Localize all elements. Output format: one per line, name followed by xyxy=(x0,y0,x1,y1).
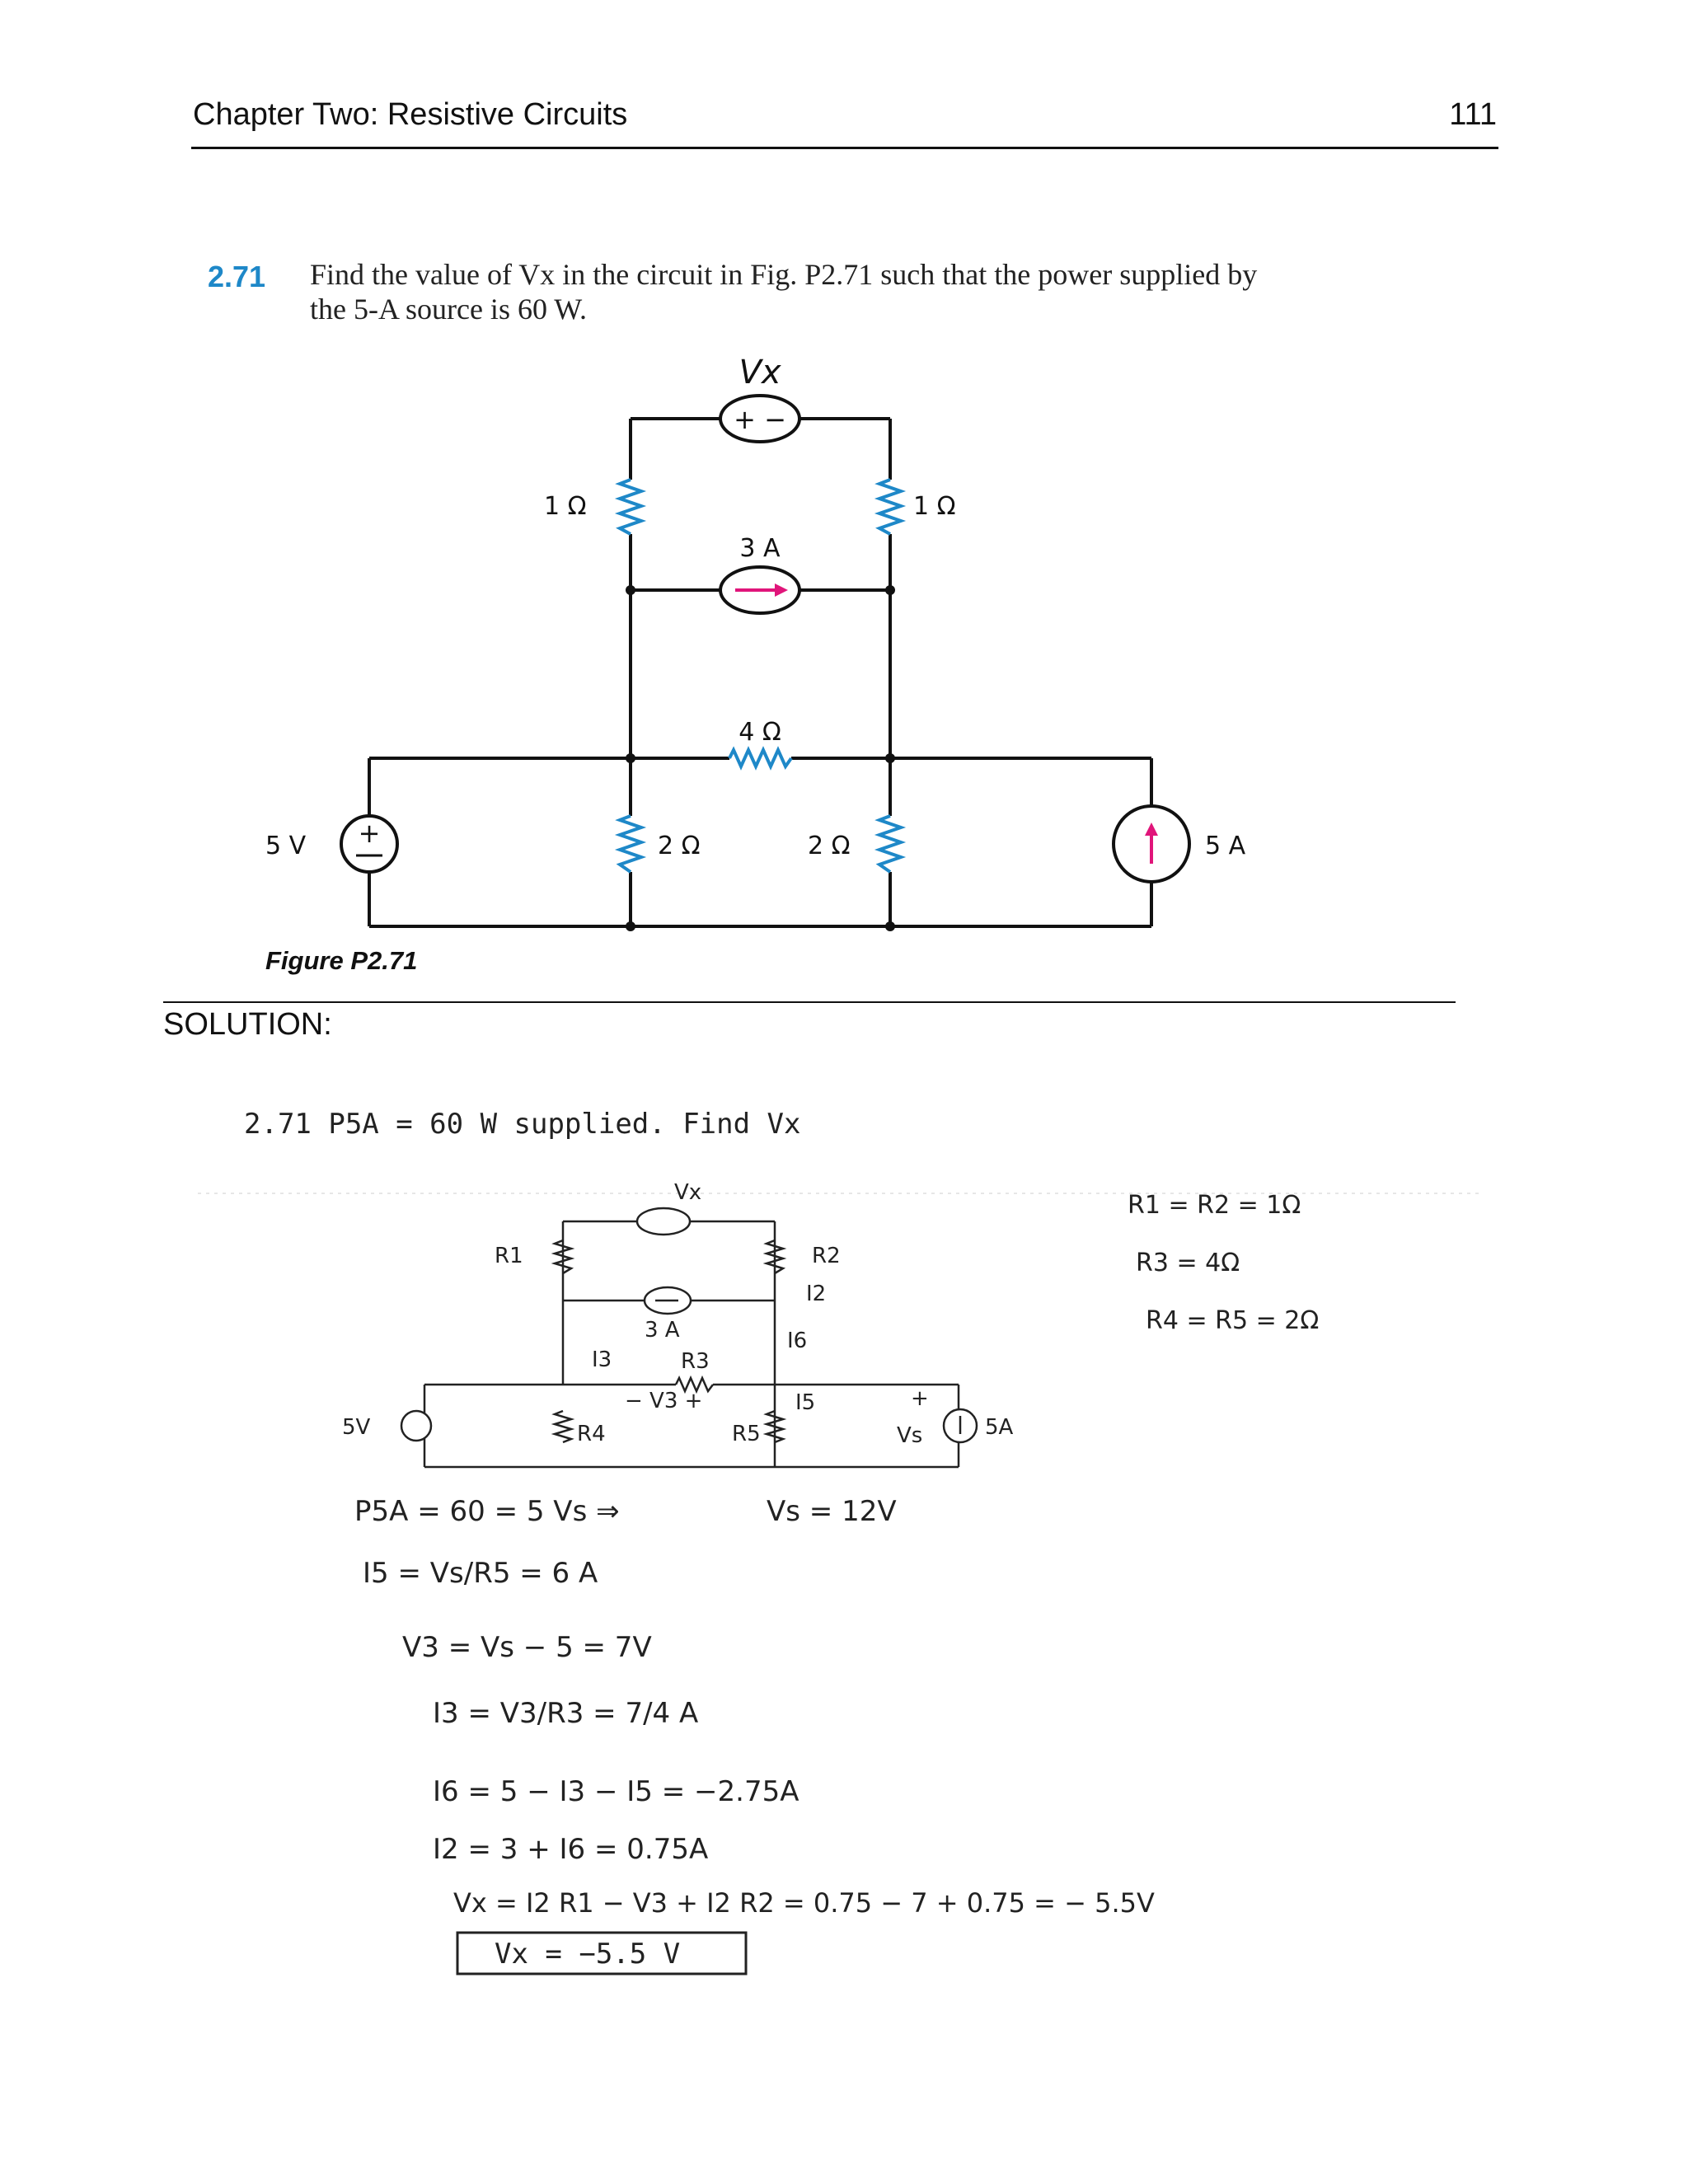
resistor-4ohm xyxy=(729,750,791,766)
r-bot-right-label: 2 Ω xyxy=(808,832,851,860)
i-source-label: 5 A xyxy=(1205,832,1246,860)
sketch-vx: Vx xyxy=(674,1180,702,1205)
sketch-r5: R5 xyxy=(732,1422,761,1446)
side-note-3: R4 = R5 = 2Ω xyxy=(1146,1306,1320,1335)
sketch-voltage-source-icon xyxy=(401,1411,431,1441)
side-note-2: R3 = 4Ω xyxy=(1136,1249,1240,1277)
resistor-2ohm-right xyxy=(879,816,901,872)
eq-5: I6 = 5 − I3 − I5 = −2.75A xyxy=(433,1775,799,1808)
solution-label: SOLUTION: xyxy=(163,1007,332,1042)
resistor-2ohm-left xyxy=(620,816,641,872)
r-bot-left-label: 2 Ω xyxy=(658,832,701,860)
sketch-i6: I6 xyxy=(787,1329,808,1353)
page-header-title: Chapter Two: Resistive Circuits xyxy=(193,97,628,132)
vx-label: Vx xyxy=(738,354,781,391)
solution-intro: 2.71 P5A = 60 W supplied. Find Vx xyxy=(244,1108,801,1141)
answer: Vx = −5.5 V xyxy=(495,1938,681,1971)
resistor-1ohm-left xyxy=(620,480,641,534)
resistor-1ohm-right xyxy=(879,480,901,534)
eq-6: I2 = 3 + I6 = 0.75A xyxy=(433,1833,709,1866)
eq-3: V3 = Vs − 5 = 7V xyxy=(402,1631,652,1664)
eq-1: P5A = 60 = 5 Vs ⇒ xyxy=(354,1495,620,1528)
r-mid-label: 4 Ω xyxy=(738,718,781,747)
solution-rule xyxy=(163,1001,1456,1003)
figure-caption: Figure P2.71 xyxy=(265,946,418,975)
sketch-vx-source-icon xyxy=(637,1208,690,1235)
eq-2: I5 = Vs/R5 = 6 A xyxy=(363,1557,598,1590)
sketch-3a: 3 A xyxy=(645,1318,680,1343)
sketch-r2: R2 xyxy=(812,1244,841,1268)
sketch-5v: 5V xyxy=(342,1415,371,1440)
v-source-label: 5 V xyxy=(265,832,307,860)
sketch-r1: R1 xyxy=(495,1244,523,1268)
problem-number: 2.71 xyxy=(208,260,266,293)
page-number: 111 xyxy=(1449,97,1497,132)
sketch-v3: − V3 + xyxy=(625,1389,703,1413)
i3a-label: 3 A xyxy=(739,534,781,563)
sketch-r3: R3 xyxy=(681,1349,710,1374)
sketch-5a: 5A xyxy=(985,1415,1014,1440)
sketch-i5: I5 xyxy=(795,1390,816,1415)
handwritten-solution xyxy=(0,1071,1688,1978)
circuit-figure xyxy=(0,0,1688,989)
r-top-right-label: 1 Ω xyxy=(913,492,956,521)
v-source-sign: + xyxy=(358,818,381,849)
eq-4: I3 = V3/R3 = 7/4 A xyxy=(433,1697,699,1730)
vx-sign-label: + − xyxy=(734,404,786,435)
sketch-i2: I2 xyxy=(806,1282,827,1306)
sketch-i3: I3 xyxy=(592,1347,612,1372)
sketch-r4: R4 xyxy=(577,1422,606,1446)
eq-1b: Vs = 12V xyxy=(767,1495,897,1528)
problem-text: Find the value of Vx in the circuit in Fig. P2.71 such that the power supplied by the 5-A source is 60 W. xyxy=(310,258,1258,326)
eq-7: Vx = I2 R1 − V3 + I2 R2 = 0.75 − 7 + 0.75 = − 5.5V xyxy=(453,1887,1155,1919)
r-top-left-label: 1 Ω xyxy=(544,492,587,521)
side-note-1: R1 = R2 = 1Ω xyxy=(1128,1191,1301,1220)
sketch-vs-plus: + xyxy=(911,1386,929,1411)
sketch-vs: Vs xyxy=(897,1423,923,1448)
